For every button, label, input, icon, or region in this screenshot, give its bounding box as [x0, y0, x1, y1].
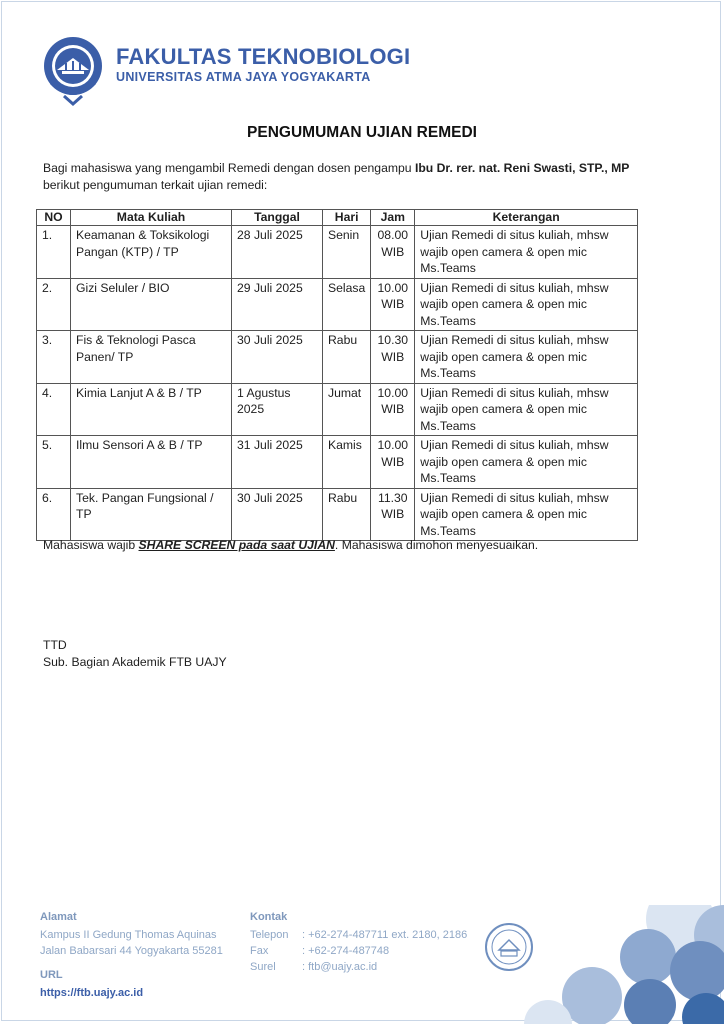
cell-day: Jumat [323, 383, 371, 436]
cell-course: Gizi Seluler / BIO [71, 278, 232, 331]
cell-course: Keamanan & Toksikologi Pangan (KTP) / TP [71, 226, 232, 279]
cell-date: 31 Juli 2025 [232, 436, 323, 489]
address-heading: Alamat [40, 911, 77, 923]
note-suffix: . Mahasiswa dimohon menyesuaikan. [334, 538, 539, 552]
cell-date: 30 Juli 2025 [232, 488, 323, 541]
cell-day: Senin [323, 226, 371, 279]
cell-note: Ujian Remedi di situs kuliah, mhsw wajib open camera & open mic Ms.Teams [415, 331, 638, 384]
cell-note: Ujian Remedi di situs kuliah, mhsw wajib open camera & open mic Ms.Teams [415, 278, 638, 331]
contact-phone-label: Telepon [250, 929, 289, 941]
cell-time: 08.00 WIB [371, 226, 415, 279]
cell-no: 5. [37, 436, 71, 489]
contact-email [250, 959, 467, 975]
footer-contact [250, 909, 467, 975]
note-prefix: Mahasiswa wajib [43, 538, 139, 552]
contact-fax-label: Fax [250, 945, 269, 957]
footer-url-link[interactable]: https://ftb.uajy.ac.id [40, 987, 144, 999]
cell-no: 3. [37, 331, 71, 384]
university-emblem-icon [40, 34, 106, 108]
contact-phone-value: : +62-274-487711 ext. 2180, 2186 [302, 929, 468, 941]
table-row [37, 436, 638, 489]
cell-note: Ujian Remedi di situs kuliah, mhsw wajib open camera & open mic Ms.Teams [415, 436, 638, 489]
cell-course: Fis & Teknologi Pasca Panen/ TP [71, 331, 232, 384]
cell-no: 4. [37, 383, 71, 436]
table-row [37, 331, 638, 384]
contact-email-value[interactable]: : ftb@uajy.ac.id [302, 961, 378, 973]
contact-email-label: Surel [250, 961, 276, 973]
intro-prefix: Bagi mahasiswa yang mengambil Remedi dengan dosen pengampu [43, 161, 415, 175]
letterhead [40, 34, 410, 108]
contact-fax [250, 943, 467, 959]
cell-course: Kimia Lanjut A & B / TP [71, 383, 232, 436]
table-header-row [37, 210, 638, 226]
url-heading: URL [40, 969, 63, 981]
table-row [37, 226, 638, 279]
cell-day: Selasa [323, 278, 371, 331]
header-no: NO [37, 210, 71, 226]
header-course: Mata Kuliah [71, 210, 232, 226]
signature-unit: Sub. Bagian Akademik FTB UAJY [43, 655, 227, 669]
cell-note: Ujian Remedi di situs kuliah, mhsw wajib open camera & open mic Ms.Teams [415, 226, 638, 279]
address-line-1: Kampus II Gedung Thomas Aquinas [40, 929, 217, 941]
table-row [37, 488, 638, 541]
exam-schedule-table [36, 209, 638, 541]
cell-day: Rabu [323, 331, 371, 384]
cell-course: Ilmu Sensori A & B / TP [71, 436, 232, 489]
cell-no: 2. [37, 278, 71, 331]
signature-block [43, 637, 227, 671]
cell-time: 10.00 WIB [371, 278, 415, 331]
lecturer-name: Ibu Dr. rer. nat. Reni Swasti, STP., MP [414, 161, 630, 175]
cell-note: Ujian Remedi di situs kuliah, mhsw wajib open camera & open mic Ms.Teams [415, 383, 638, 436]
cell-time: 11.30 WIB [371, 488, 415, 541]
wave-pattern-icon [520, 905, 724, 1024]
contact-fax-value: : +62-274-487748 [302, 945, 390, 957]
header-note: Keterangan [415, 210, 638, 226]
address-line-2: Jalan Babarsari 44 Yogyakarta 55281 [40, 945, 223, 957]
ttd-label: TTD [43, 638, 67, 652]
cell-date: 1 Agustus 2025 [232, 383, 323, 436]
contact-heading: Kontak [250, 911, 288, 923]
cell-time: 10.30 WIB [371, 331, 415, 384]
footer-address [40, 909, 223, 959]
table-row [37, 278, 638, 331]
cell-date: 30 Juli 2025 [232, 331, 323, 384]
cell-day: Kamis [323, 436, 371, 489]
university-name: UNIVERSITAS ATMA JAYA YOGYAKARTA [116, 70, 371, 84]
intro-line2: berikut pengumuman terkait ujian remedi: [43, 178, 268, 192]
header-time: Jam [371, 210, 415, 226]
cell-time: 10.00 WIB [371, 436, 415, 489]
footer-url-block [40, 967, 143, 1001]
header-day: Hari [323, 210, 371, 226]
header-date: Tanggal [232, 210, 323, 226]
cell-date: 28 Juli 2025 [232, 226, 323, 279]
cell-course: Tek. Pangan Fungsional / TP [71, 488, 232, 541]
cell-date: 29 Juli 2025 [232, 278, 323, 331]
cell-note: Ujian Remedi di situs kuliah, mhsw wajib open camera & open mic Ms.Teams [415, 488, 638, 541]
page-title: PENGUMUMAN UJIAN REMEDI [247, 124, 477, 141]
contact-phone [250, 927, 467, 943]
cell-no: 6. [37, 488, 71, 541]
cell-time: 10.00 WIB [371, 383, 415, 436]
faculty-name: FAKULTAS TEKNOBIOLOGI [116, 44, 411, 69]
intro-paragraph [43, 160, 643, 194]
note-emphasis: SHARE SCREEN pada saat UJIAN [138, 538, 335, 552]
share-screen-note [43, 538, 538, 552]
table-row [37, 383, 638, 436]
cell-day: Rabu [323, 488, 371, 541]
cell-no: 1. [37, 226, 71, 279]
